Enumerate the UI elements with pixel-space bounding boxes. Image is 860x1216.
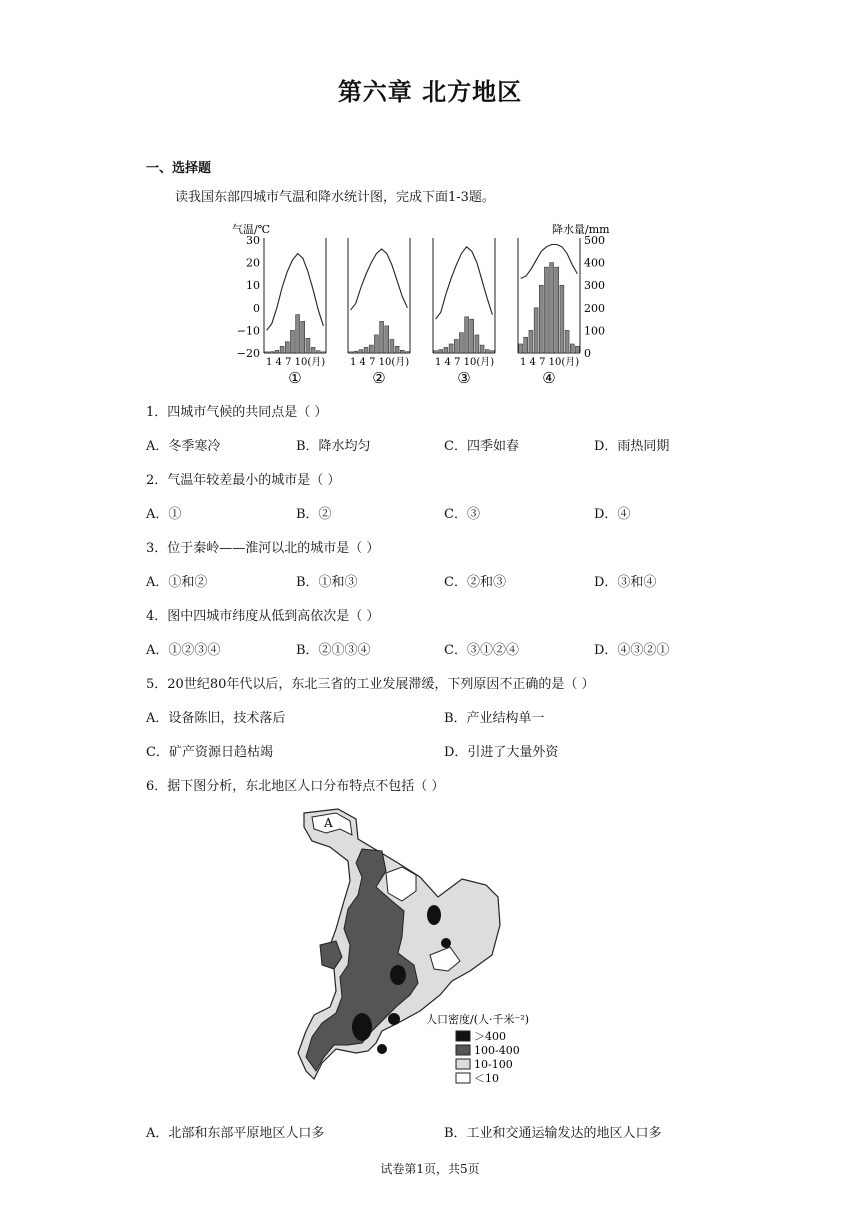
precip-bar xyxy=(374,335,378,353)
precip-bar xyxy=(359,350,363,353)
section-heading: 一、选择题 xyxy=(146,161,212,176)
precip-tick-label: 100 xyxy=(584,324,605,338)
q4-option-d[interactable]: D．④③②① xyxy=(594,643,670,658)
density-spot xyxy=(390,965,406,985)
precip-bar xyxy=(449,344,453,353)
question-3: 3．位于秦岭——淮河以北的城市是（ ） xyxy=(146,541,380,556)
city-chart-4 xyxy=(518,238,580,387)
q5-option-c[interactable]: C．矿产资源日趋枯竭 xyxy=(146,745,273,760)
precip-bar xyxy=(524,337,528,353)
precip-bar xyxy=(544,267,548,353)
temp-ticks xyxy=(237,234,260,360)
month-labels: 1 4 7 10(月) xyxy=(350,357,410,368)
q6-option-a[interactable]: A．北部和东部平原地区人口多 xyxy=(146,1126,325,1141)
precip-bar xyxy=(306,338,310,353)
city-chart-1 xyxy=(264,238,326,387)
precip-bar xyxy=(296,315,300,353)
precip-bar xyxy=(560,285,564,353)
q4-option-a[interactable]: A．①②③④ xyxy=(146,643,221,658)
map-legend xyxy=(456,1030,520,1085)
legend-swatch xyxy=(456,1073,470,1083)
legend-swatch xyxy=(456,1045,470,1055)
precip-bar xyxy=(480,345,484,353)
temp-tick-label: −20 xyxy=(236,347,260,360)
q5-option-a[interactable]: A．设备陈旧，技术落后 xyxy=(146,711,286,726)
precip-tick-label: 300 xyxy=(584,279,605,293)
legend-label: 100-400 xyxy=(474,1044,520,1057)
legend-swatch xyxy=(456,1059,470,1069)
q4-option-c[interactable]: C．③①②④ xyxy=(444,643,519,658)
precip-bar xyxy=(311,347,315,353)
density-spot xyxy=(427,905,441,925)
precip-bar xyxy=(265,352,269,353)
precip-bar xyxy=(395,346,399,353)
question-4: 4．图中四城市纬度从低到高依次是（ ） xyxy=(146,609,380,624)
q4-option-b[interactable]: B．②①③④ xyxy=(296,643,371,658)
precip-tick-label: 500 xyxy=(584,234,605,247)
precip-bar xyxy=(439,350,443,353)
precip-bar xyxy=(385,326,389,353)
q2-option-c[interactable]: C．③ xyxy=(444,507,480,522)
temp-curve xyxy=(521,245,578,279)
temp-tick-label: 10 xyxy=(246,279,260,293)
precip-bar xyxy=(405,352,409,353)
precip-tick-label: 400 xyxy=(584,256,605,270)
precip-bar xyxy=(270,352,274,353)
question-5: 5．20世纪80年代以后，东北三省的工业发展滞缓，下列原因不正确的是（ ） xyxy=(146,677,595,692)
temp-curve xyxy=(351,249,408,310)
precip-bar xyxy=(550,263,554,353)
legend-label: 10-100 xyxy=(474,1058,513,1071)
q3-option-c[interactable]: C．②和③ xyxy=(444,575,506,590)
q1-option-a[interactable]: A．冬季寒冷 xyxy=(146,439,221,454)
precip-bar xyxy=(434,351,438,353)
precip-bar xyxy=(485,350,489,353)
precip-bar xyxy=(275,350,279,353)
precip-axis-label: 降水量/mm xyxy=(552,223,610,236)
precip-tick-label: 200 xyxy=(584,301,605,315)
q2-option-d[interactable]: D．④ xyxy=(594,507,631,522)
precip-ticks xyxy=(584,234,605,360)
precip-bar xyxy=(349,352,353,353)
legend-swatch xyxy=(456,1031,470,1041)
precip-bar xyxy=(290,330,294,353)
month-labels: 1 4 7 10(月) xyxy=(520,357,580,368)
temp-curve xyxy=(436,247,493,319)
precip-bar xyxy=(490,351,494,353)
precip-bar xyxy=(465,317,469,353)
precip-bar xyxy=(575,346,579,353)
precip-bar xyxy=(565,330,569,353)
page-footer: 试卷第1页，共5页 xyxy=(380,1162,480,1176)
precip-tick-label: 0 xyxy=(584,347,591,360)
density-spot xyxy=(441,938,451,948)
precip-bar xyxy=(354,351,358,353)
precip-bar xyxy=(470,319,474,353)
city-label: ② xyxy=(372,369,386,387)
precip-bar xyxy=(454,339,458,353)
temp-tick-label: 0 xyxy=(253,301,260,315)
city-chart-3 xyxy=(433,238,495,387)
temp-tick-label: 20 xyxy=(246,256,260,270)
population-density-map xyxy=(290,805,550,1095)
precip-bar xyxy=(400,350,404,353)
q3-option-a[interactable]: A．①和② xyxy=(146,575,208,590)
legend-label: ＞400 xyxy=(474,1030,506,1043)
precip-bar xyxy=(316,351,320,353)
q3-option-b[interactable]: B．①和③ xyxy=(296,575,358,590)
month-labels: 1 4 7 10(月) xyxy=(435,357,495,368)
climate-charts xyxy=(228,220,616,388)
temp-axis-label: 气温/℃ xyxy=(232,223,271,236)
month-labels: 1 4 7 10(月) xyxy=(266,357,326,368)
legend-title: 人口密度/(人·千米⁻²) xyxy=(426,1013,530,1026)
q5-option-d[interactable]: D．引进了大量外资 xyxy=(444,745,559,760)
q2-option-b[interactable]: B．② xyxy=(296,507,332,522)
question-2: 2．气温年较差最小的城市是（ ） xyxy=(146,473,341,488)
q1-option-b[interactable]: B．降水均匀 xyxy=(296,439,371,454)
precip-bar xyxy=(529,330,533,353)
question-6: 6．据下图分析，东北地区人口分布特点不包括（ ） xyxy=(146,779,445,794)
precip-bar xyxy=(364,347,368,353)
precip-bar xyxy=(390,339,394,353)
question-intro: 读我国东部四城市气温和降水统计图，完成下面1-3题。 xyxy=(175,190,495,205)
temp-curve xyxy=(267,254,324,331)
city-label: ④ xyxy=(542,369,556,387)
legend-label: ＜10 xyxy=(474,1072,499,1085)
precip-bar xyxy=(555,267,559,353)
density-spot xyxy=(377,1044,387,1054)
city-label: ① xyxy=(288,369,302,387)
precip-bar xyxy=(539,285,543,353)
precip-bar xyxy=(475,335,479,353)
precip-bar xyxy=(459,333,463,353)
temp-tick-label: 30 xyxy=(246,234,260,247)
precip-bar xyxy=(534,308,538,353)
q1-option-d[interactable]: D．雨热同期 xyxy=(594,439,670,454)
question-1: 1．四城市气候的共同点是（ ） xyxy=(146,405,328,420)
map-label-a: A xyxy=(324,816,333,830)
precip-bar xyxy=(321,352,325,353)
precip-bar xyxy=(570,344,574,353)
precip-bar xyxy=(285,342,289,353)
precip-bar xyxy=(444,347,448,353)
precip-bar xyxy=(280,346,284,353)
city-label: ③ xyxy=(457,369,471,387)
temp-tick-label: −10 xyxy=(236,324,260,338)
q3-option-d[interactable]: D．③和④ xyxy=(594,575,657,590)
q5-option-b[interactable]: B．产业结构单一 xyxy=(444,711,545,726)
density-spot xyxy=(388,1013,400,1025)
precip-bar xyxy=(380,321,384,353)
precip-bar xyxy=(369,345,373,353)
q6-option-b[interactable]: B．工业和交通运输发达的地区人口多 xyxy=(444,1126,662,1141)
page-title: 第六章 北方地区 xyxy=(337,78,523,106)
precip-bar xyxy=(301,321,305,353)
city-chart-2 xyxy=(348,238,410,387)
q2-option-a[interactable]: A．① xyxy=(146,507,182,522)
density-spot xyxy=(352,1013,372,1041)
q1-option-c[interactable]: C．四季如春 xyxy=(444,439,519,454)
precip-bar xyxy=(519,344,523,353)
